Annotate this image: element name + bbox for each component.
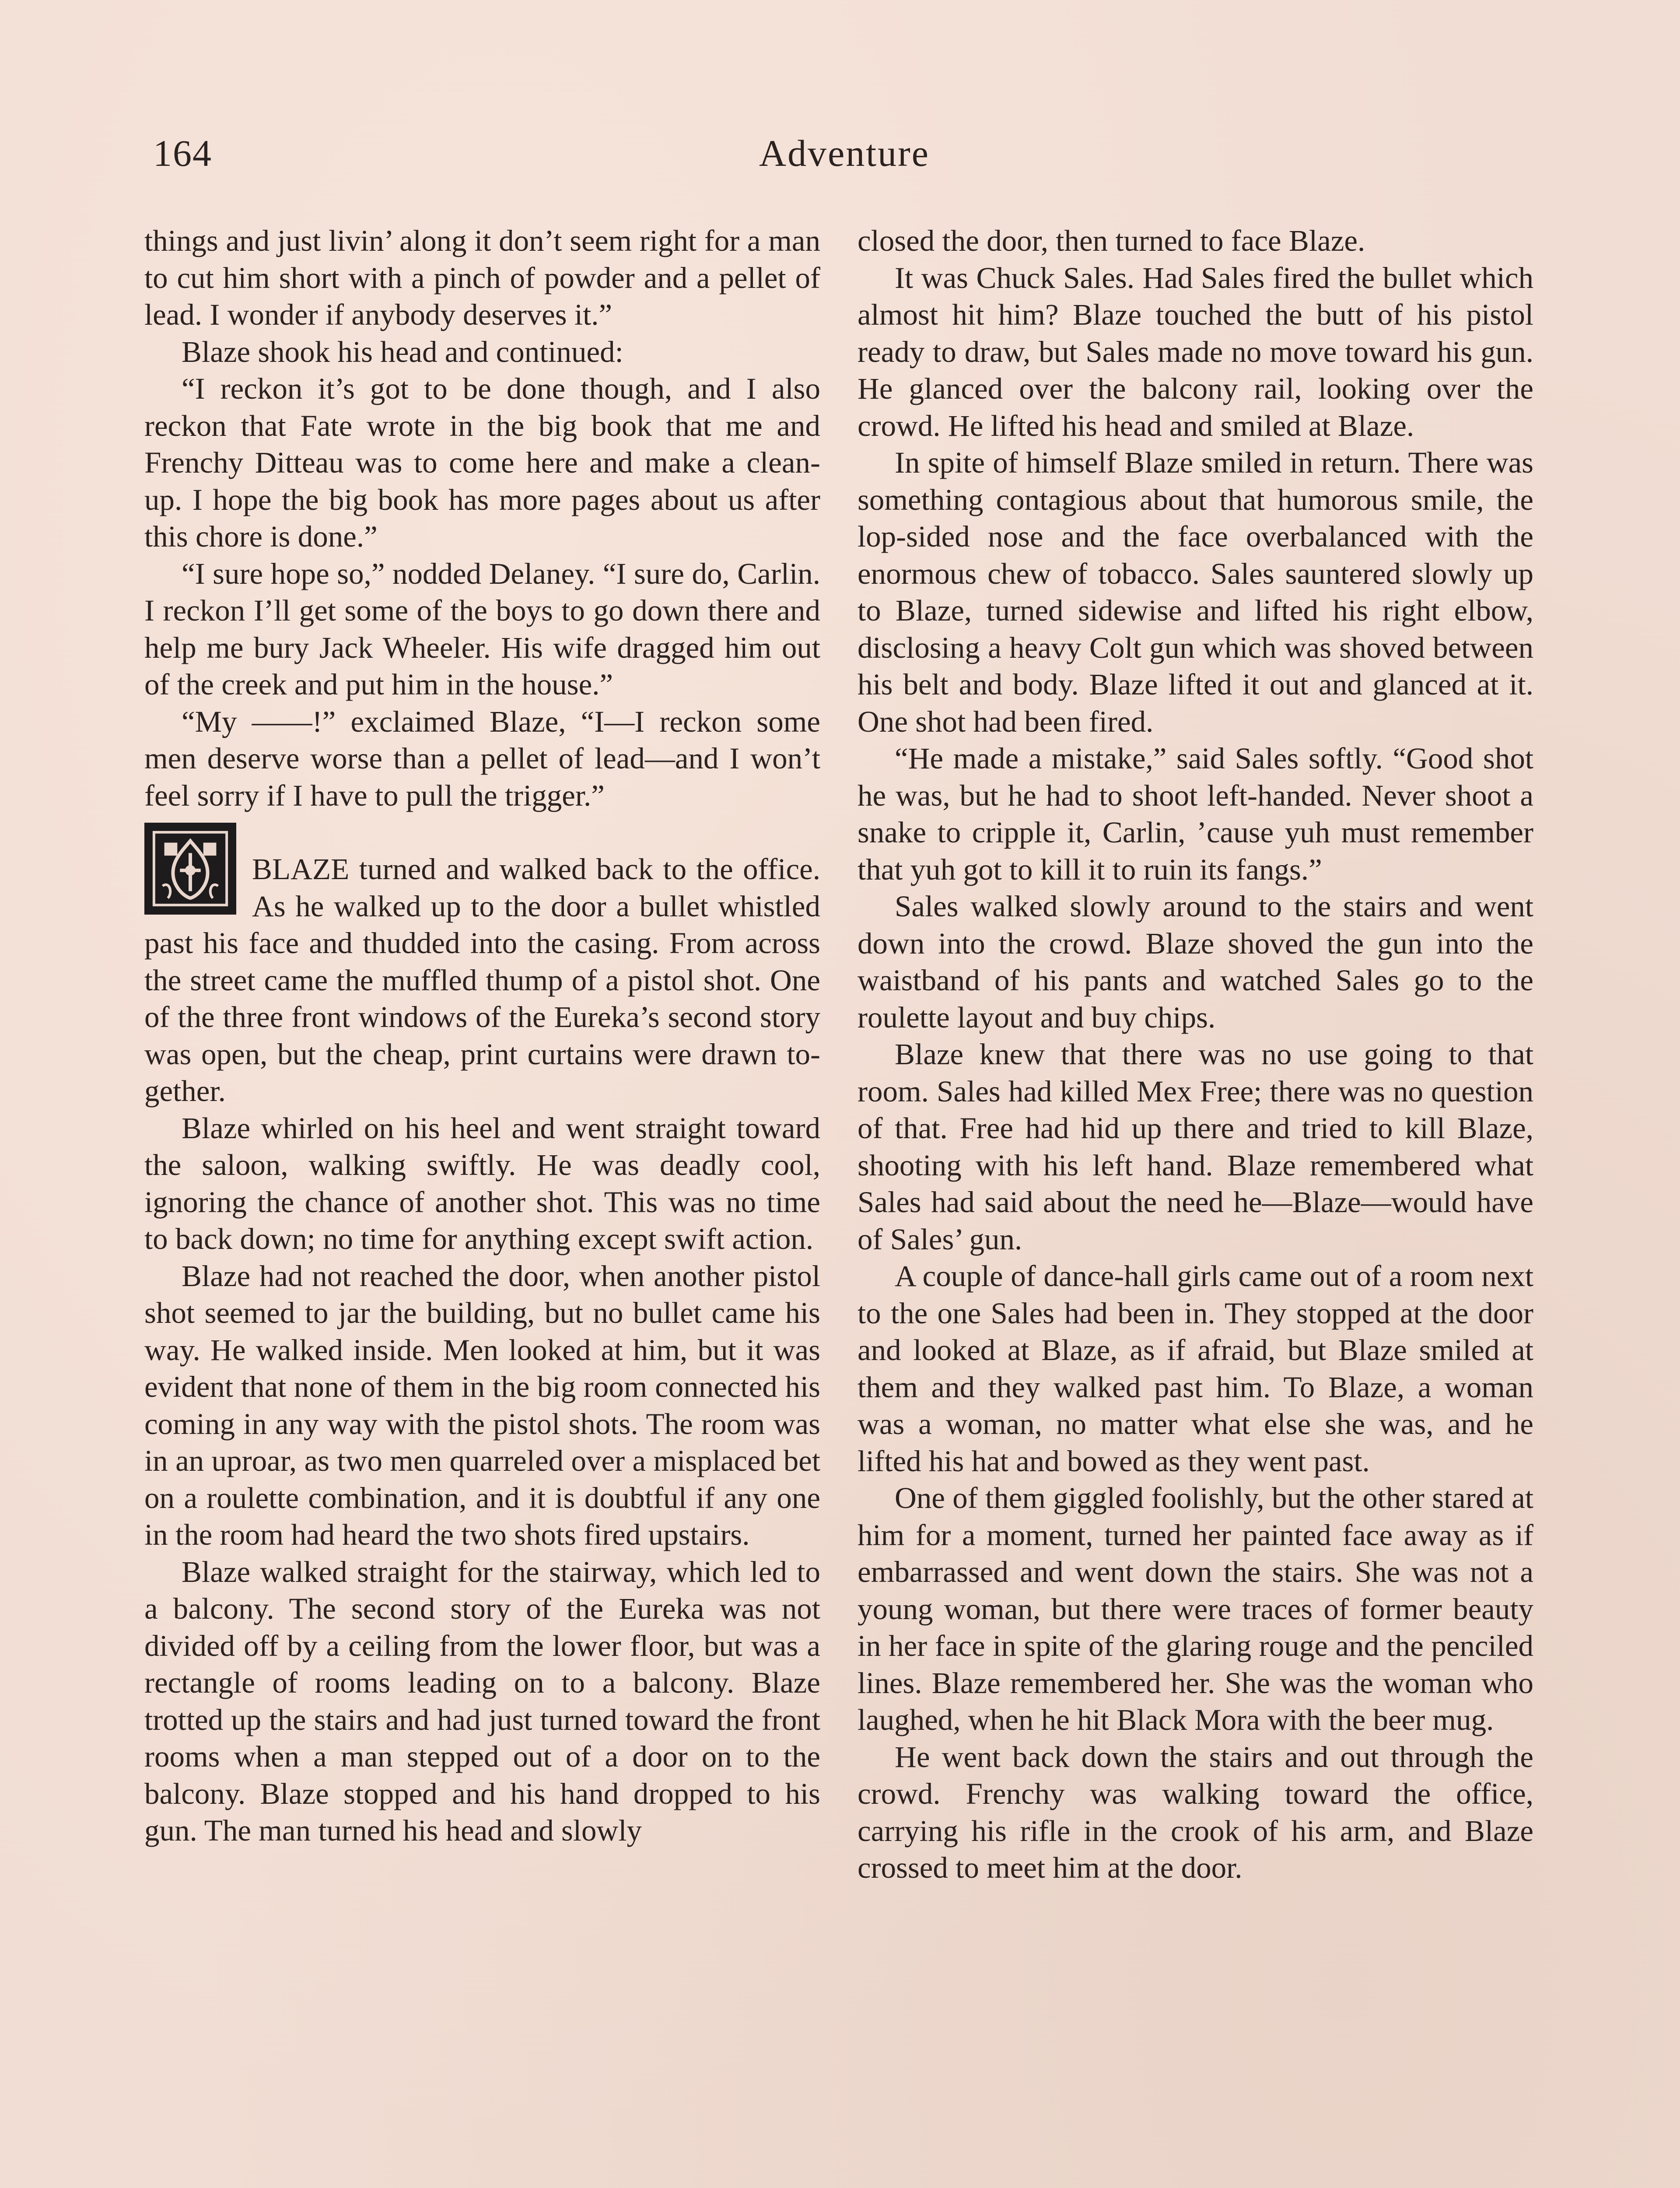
- paragraph: “I sure hope so,” nodded Delaney. “I sure do, Carlin. I reckon I’ll get some of the boys to go down there and help me bury Jack Wheeler. His wife dragged him out of the creek and put him in the house.”: [144, 557, 820, 701]
- paragraph: Blaze knew that there was no use going to that room. Sales had killed Mex Free; there was no question of that. Free had hid up there and tried to kill Blaze, shooting with his left hand. Blaze remembered what Sales had said about the need he—Blaze—would have of Sales’ gun.: [858, 1038, 1533, 1256]
- magazine-title: Adventure: [759, 132, 930, 174]
- paragraph: “My ——!” exclaimed Blaze, “I—I reckon some men deserve worse than a pellet of lead—and I won’t feel sorry if I have to pull the trigger.”: [144, 705, 820, 812]
- paragraph: Blaze shook his head and continued:: [182, 335, 623, 368]
- right-column: [858, 222, 1533, 1886]
- paragraph: A couple of dance-hall girls came out of a room next to the one Sales had been in. They stopped at the door and looked at Blaze, as if afraid, but Blaze smiled at them and they walked past him. To Blaze, a woman was a woman, no matter what else she was, and he lifted his hat and bowed as they went past.: [858, 1259, 1533, 1478]
- paragraph: Sales walked slowly around to the stairs and went down into the crowd. Blaze shoved the gun into the waistband of his pants and watched Sales go to the roulette layout and buy chips.: [858, 890, 1533, 1034]
- ornamental-dropcap-icon: [144, 823, 236, 915]
- paragraph: things and just livin’ along it don’t seem right for a man to cut him short with a pinch of powder and a pellet of lead. I wonder if anybody deserves it.”: [144, 224, 820, 331]
- paragraph: Blaze whirled on his heel and went straight toward the saloon, walking swiftly. He was deadly cool, ignoring the chance of another shot. This was no time to back down; no time for anything except swift action.: [144, 1111, 820, 1255]
- paragraph: “He made a mistake,” said Sales softly. “Good shot he was, but he had to shoot left-handed. Never shoot a snake to cripple it, Carlin, ’cause yuh must remember that yuh got to kill it to ruin its fangs.”: [858, 742, 1533, 886]
- paragraph: In spite of himself Blaze smiled in return. There was something contagious about that humorous smile, the lop-sided nose and the face overbalanced with the enormous chew of tobacco. Sales sauntered slowly up to Blaze, turned sidewise and lifted his right elbow, disclosing a heavy Colt gun which was shoved between his belt and body. Blaze lifted it out and glanced at it. One shot had been fired.: [858, 446, 1533, 738]
- paragraph: closed the door, then turned to face Blaze.: [858, 224, 1365, 257]
- paragraph: Blaze walked straight for the stairway, which led to a balcony. The second story of the Eureka was not divided off by a ceiling from the lower floor, but was a rectangle of rooms leading on to a balcony. Blaze trotted up the stairs and had just turned toward the front rooms when a man stepped out of a door on to the balcony. Blaze stopped and his hand dropped to his gun. The man turned his head and slowly: [144, 1555, 820, 1847]
- paragraph: BLAZE turned and walked back to the office. As he walked up to the door a bullet whistled past his face and thudded into the casing. From across the street came the muffled thump of a pistol shot. One of the three front windows of the Eureka’s second story was open, but the cheap, print curtains were drawn together.: [144, 852, 820, 1108]
- page-number: 164: [153, 132, 212, 174]
- paragraph: He went back down the stairs and out through the crowd. Frenchy was walking toward the office, carrying his rifle in the crook of his arm, and Blaze crossed to meet him at the door.: [858, 1740, 1533, 1884]
- paragraph: One of them giggled foolishly, but the other stared at him for a moment, turned her painted face away as if embarrassed and went down the stairs. She was not a young woman, but there were traces of former beauty in her face in spite of the glaring rouge and the penciled lines. Blaze remembered her. She was the woman who laughed, when he hit Black Mora with the beer mug.: [858, 1481, 1533, 1736]
- paragraph: Blaze had not reached the door, when another pistol shot seemed to jar the building, but no bullet came his way. He walked inside. Men looked at him, but it was evident that none of them in the big room connected his coming in any way with the pistol shots. The room was in an uproar, as two men quarreled over a misplaced bet on a roulette combination, and it is doubtful if any one in the room had heard the two shots fired upstairs.: [144, 1259, 820, 1551]
- left-column: [144, 222, 820, 1849]
- paragraph: It was Chuck Sales. Had Sales fired the bullet which almost hit him? Blaze touched the butt of his pistol ready to draw, but Sales made no move toward his gun. He glanced over the balcony rail, looking over the crowd. He lifted his head and smiled at Blaze.: [858, 261, 1533, 442]
- page-header: [153, 131, 1536, 184]
- paragraph: “I reckon it’s got to be done though, and I also reckon that Fate wrote in the big book that me and Frenchy Ditteau was to come here and make a clean-up. I hope the big book has more pages about us after this chore is done.”: [144, 372, 820, 553]
